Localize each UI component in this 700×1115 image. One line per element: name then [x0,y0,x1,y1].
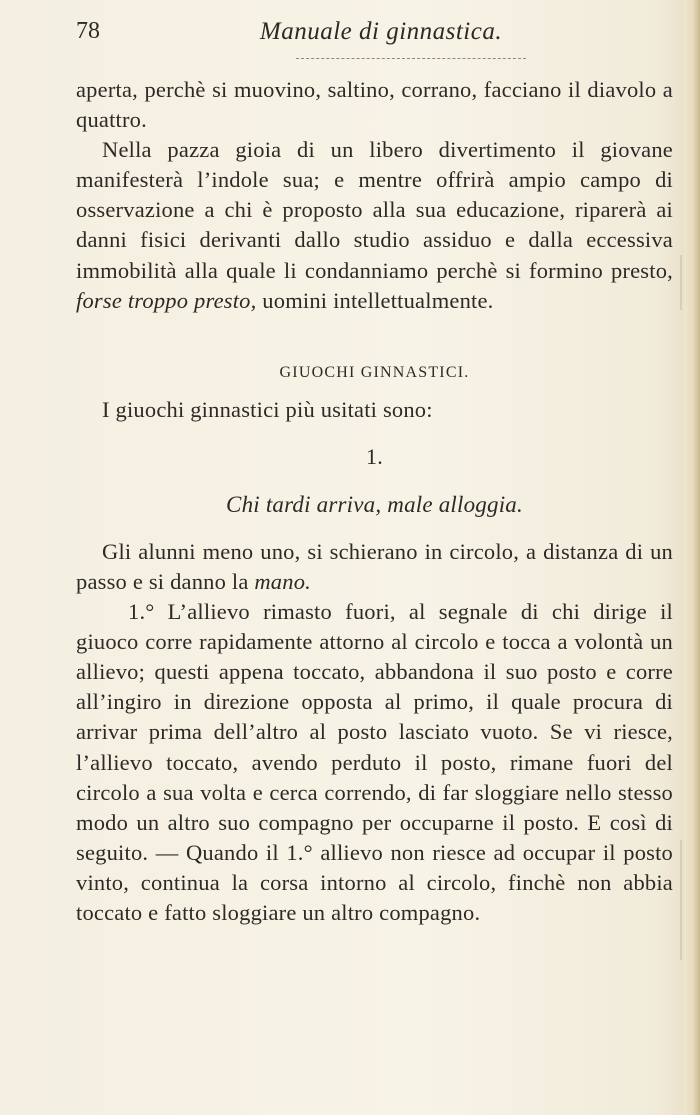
game-title: Chi tardi arriva, male alloggia. [226,491,523,517]
paragraph-free-play [76,135,673,316]
page-edge-shadow [684,0,700,1115]
page-edge-mark [680,840,682,960]
paragraph-continuation: aperta, perchè si muovino, saltino, corrano, facciano il diavolo a quattro. [76,77,673,133]
running-header [76,12,671,50]
section-title: GIUOCHI GINNASTICI. [279,363,470,381]
intro-line: I giuochi ginnastici più usitati sono: [102,396,433,422]
page-content [76,75,673,928]
paragraph-rules: 1.° L’allievo rimasto fuori, al segnale di chi dirige il giuoco corre rapidamente attorno al circolo e tocca a volontà un allievo; questi appena toccato, abbandona il suo posto e corre all’ingiro in direzione opposta al primo, il quale procura di arrivar prima dell’altro al posto lasciato vuoto. Se vi riesce, l’allievo toccato, avendo perduto il posto, rimane fuori del circolo a sua volta e cerca correndo, di far sloggiare nello stesso modo un altro suo compagno per occuparne il posto. E così di seguito. — Quando il 1.° allievo non riesce ad occupar il posto vinto, continua la corsa intorno al circolo, finchè non abbia toccato e fatto sloggiare un altro compagno. [76,599,673,925]
paragraph-setup-italic: mano. [254,568,311,594]
header-rule [296,58,526,60]
paragraph-setup-text: Gli alunni meno uno, si schierano in circolo, a distanza di un passo e si danno la [76,538,673,594]
paragraph-free-play-italic: forse troppo presto, [76,287,257,313]
page-edge-mark [680,255,682,310]
running-title: Manuale di ginnastica. [259,18,503,45]
page-number: 78 [76,18,100,44]
paragraph-setup [76,537,673,597]
paragraph-free-play-text: Nella pazza gioia di un libero divertimento il giovane manifesterà l’indole sua; e mentre offrirà ampio campo di osservazione a chi è proposto alla sua educazione, riparerà ai danni fisici derivanti dallo studio assiduo e dalla eccessiva immobilità alla quale li condanniamo perchè si formino presto, [76,137,673,283]
paragraph-free-play-ending: uomini intellettualmente. [256,287,494,313]
game-number: 1. [366,443,383,469]
